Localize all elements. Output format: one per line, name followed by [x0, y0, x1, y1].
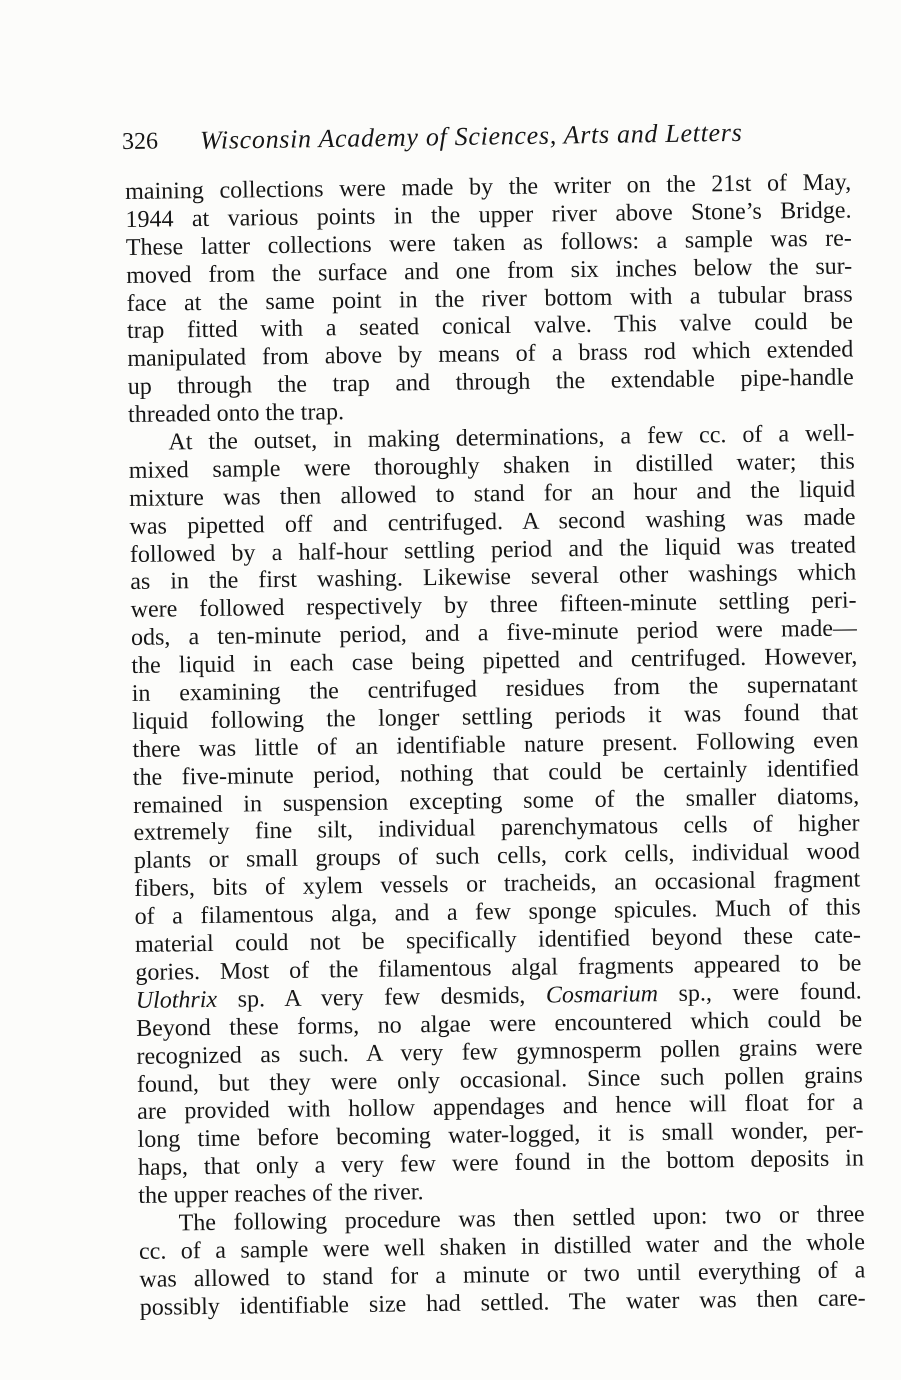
text-line: remained in suspension excepting some of the smaller diatoms,: [133, 783, 860, 819]
text-line: possibly identifiable size had settled. The water was then care-: [139, 1285, 866, 1321]
paragraph-1: [125, 169, 854, 429]
text-line: up through the trap and through the extendable pipe-handle: [127, 364, 854, 401]
text-line: The following procedure was then settled upon: two or three: [178, 1201, 865, 1237]
paragraph-3: [139, 1201, 866, 1322]
text-line: of a filamentous alga, and a few sponge spicules. Much of this: [134, 894, 861, 931]
page-number: 326: [121, 128, 159, 155]
text-line: there was little of an identifiable nature present. Following even: [132, 727, 859, 763]
text-line: fibers, bits of xylem vessels or tracheids, an occasional fragment: [134, 866, 861, 903]
text-line: as in the first washing. Likewise several other washings which: [130, 559, 857, 596]
text-line: found, but they were only occasional. Since such pollen grains: [136, 1061, 863, 1098]
text-line: manipulated from above by means of a brass rod which extended: [127, 336, 854, 373]
text-line: haps, that only a very few were found in the bottom deposits in: [137, 1145, 865, 1182]
text-line: mixed sample were thoroughly shaken in distilled water; this: [128, 448, 855, 484]
text-line: in examining the centrifuged residues from the supernatant: [131, 671, 858, 707]
text-line: 1944 at various points in the upper river above Stone’s Bridge.: [125, 197, 852, 233]
text-line: maining collections were made by the writer on the 21st of May,: [125, 169, 852, 205]
taxon-name: Cosmarium: [545, 980, 659, 1009]
text-line: the five-minute period, nothing that could be certainly identified: [132, 755, 859, 791]
text-line: was pipetted off and centrifuged. A second washing was made: [129, 504, 856, 540]
text-line: face at the same point in the river bottom with a tubular brass: [126, 281, 853, 317]
text-line: cc. of a sample were well shaken in distilled water and the whole: [138, 1229, 866, 1265]
text-line: followed by a half-hour settling period and the liquid was treated: [129, 532, 857, 568]
text-line: extremely fine silt, individual parenchymatous cells of higher: [133, 810, 860, 847]
text-line: are provided with hollow appendages and hence will float for a: [137, 1089, 864, 1126]
paragraph-2: [128, 420, 864, 1210]
running-head: [122, 116, 772, 158]
text-segment: sp., were found.: [657, 978, 862, 1007]
text-line: threaded onto the trap.: [127, 399, 345, 429]
text-line: These latter collections were taken as follows: a sample was re-: [125, 225, 853, 261]
text-line: gories. Most of the filamentous algal fragments appeared to be: [135, 950, 862, 986]
taxon-name: Ulothrix: [135, 986, 218, 1014]
text-segment: sp. A very few desmids,: [216, 982, 547, 1013]
text-line: Beyond these forms, no algae were encountered which could be: [135, 1006, 863, 1042]
text-line: mixture was then allowed to stand for an hour and the liquid: [129, 476, 856, 512]
text-line: material could not be specifically identified beyond these cate-: [134, 922, 862, 958]
text-line: At the outset, in making determinations, a few cc. of a well-: [168, 420, 855, 456]
text-line: were followed respectively by three fifteen-minute settling peri-: [130, 587, 857, 624]
text-line: liquid following the longer settling periods it was found that: [131, 699, 859, 735]
text-line: was allowed to stand for a minute or two until everything of a: [139, 1257, 866, 1293]
text-line: the upper reaches of the river.: [138, 1179, 424, 1209]
text-line: the liquid in each case being pipetted and centrifuged. However,: [131, 643, 858, 680]
text-line: long time before becoming water-logged, it is small wonder, per-: [137, 1117, 864, 1154]
body-text: [125, 169, 866, 1322]
text-line: moved from the surface and one from six inches below the sur-: [126, 253, 853, 289]
text-line: ods, a ten-minute period, and a five-minute period were made—: [130, 615, 858, 652]
running-title: Wisconsin Academy of Sciences, Arts and Letters: [199, 117, 743, 155]
text-line: plants or small groups of such cells, cork cells, individual wood: [133, 838, 861, 875]
text-line: recognized as such. A very few gymnosperm pollen grains were: [136, 1034, 863, 1070]
text-line: trap fitted with a seated conical valve. This valve could be: [126, 308, 854, 345]
